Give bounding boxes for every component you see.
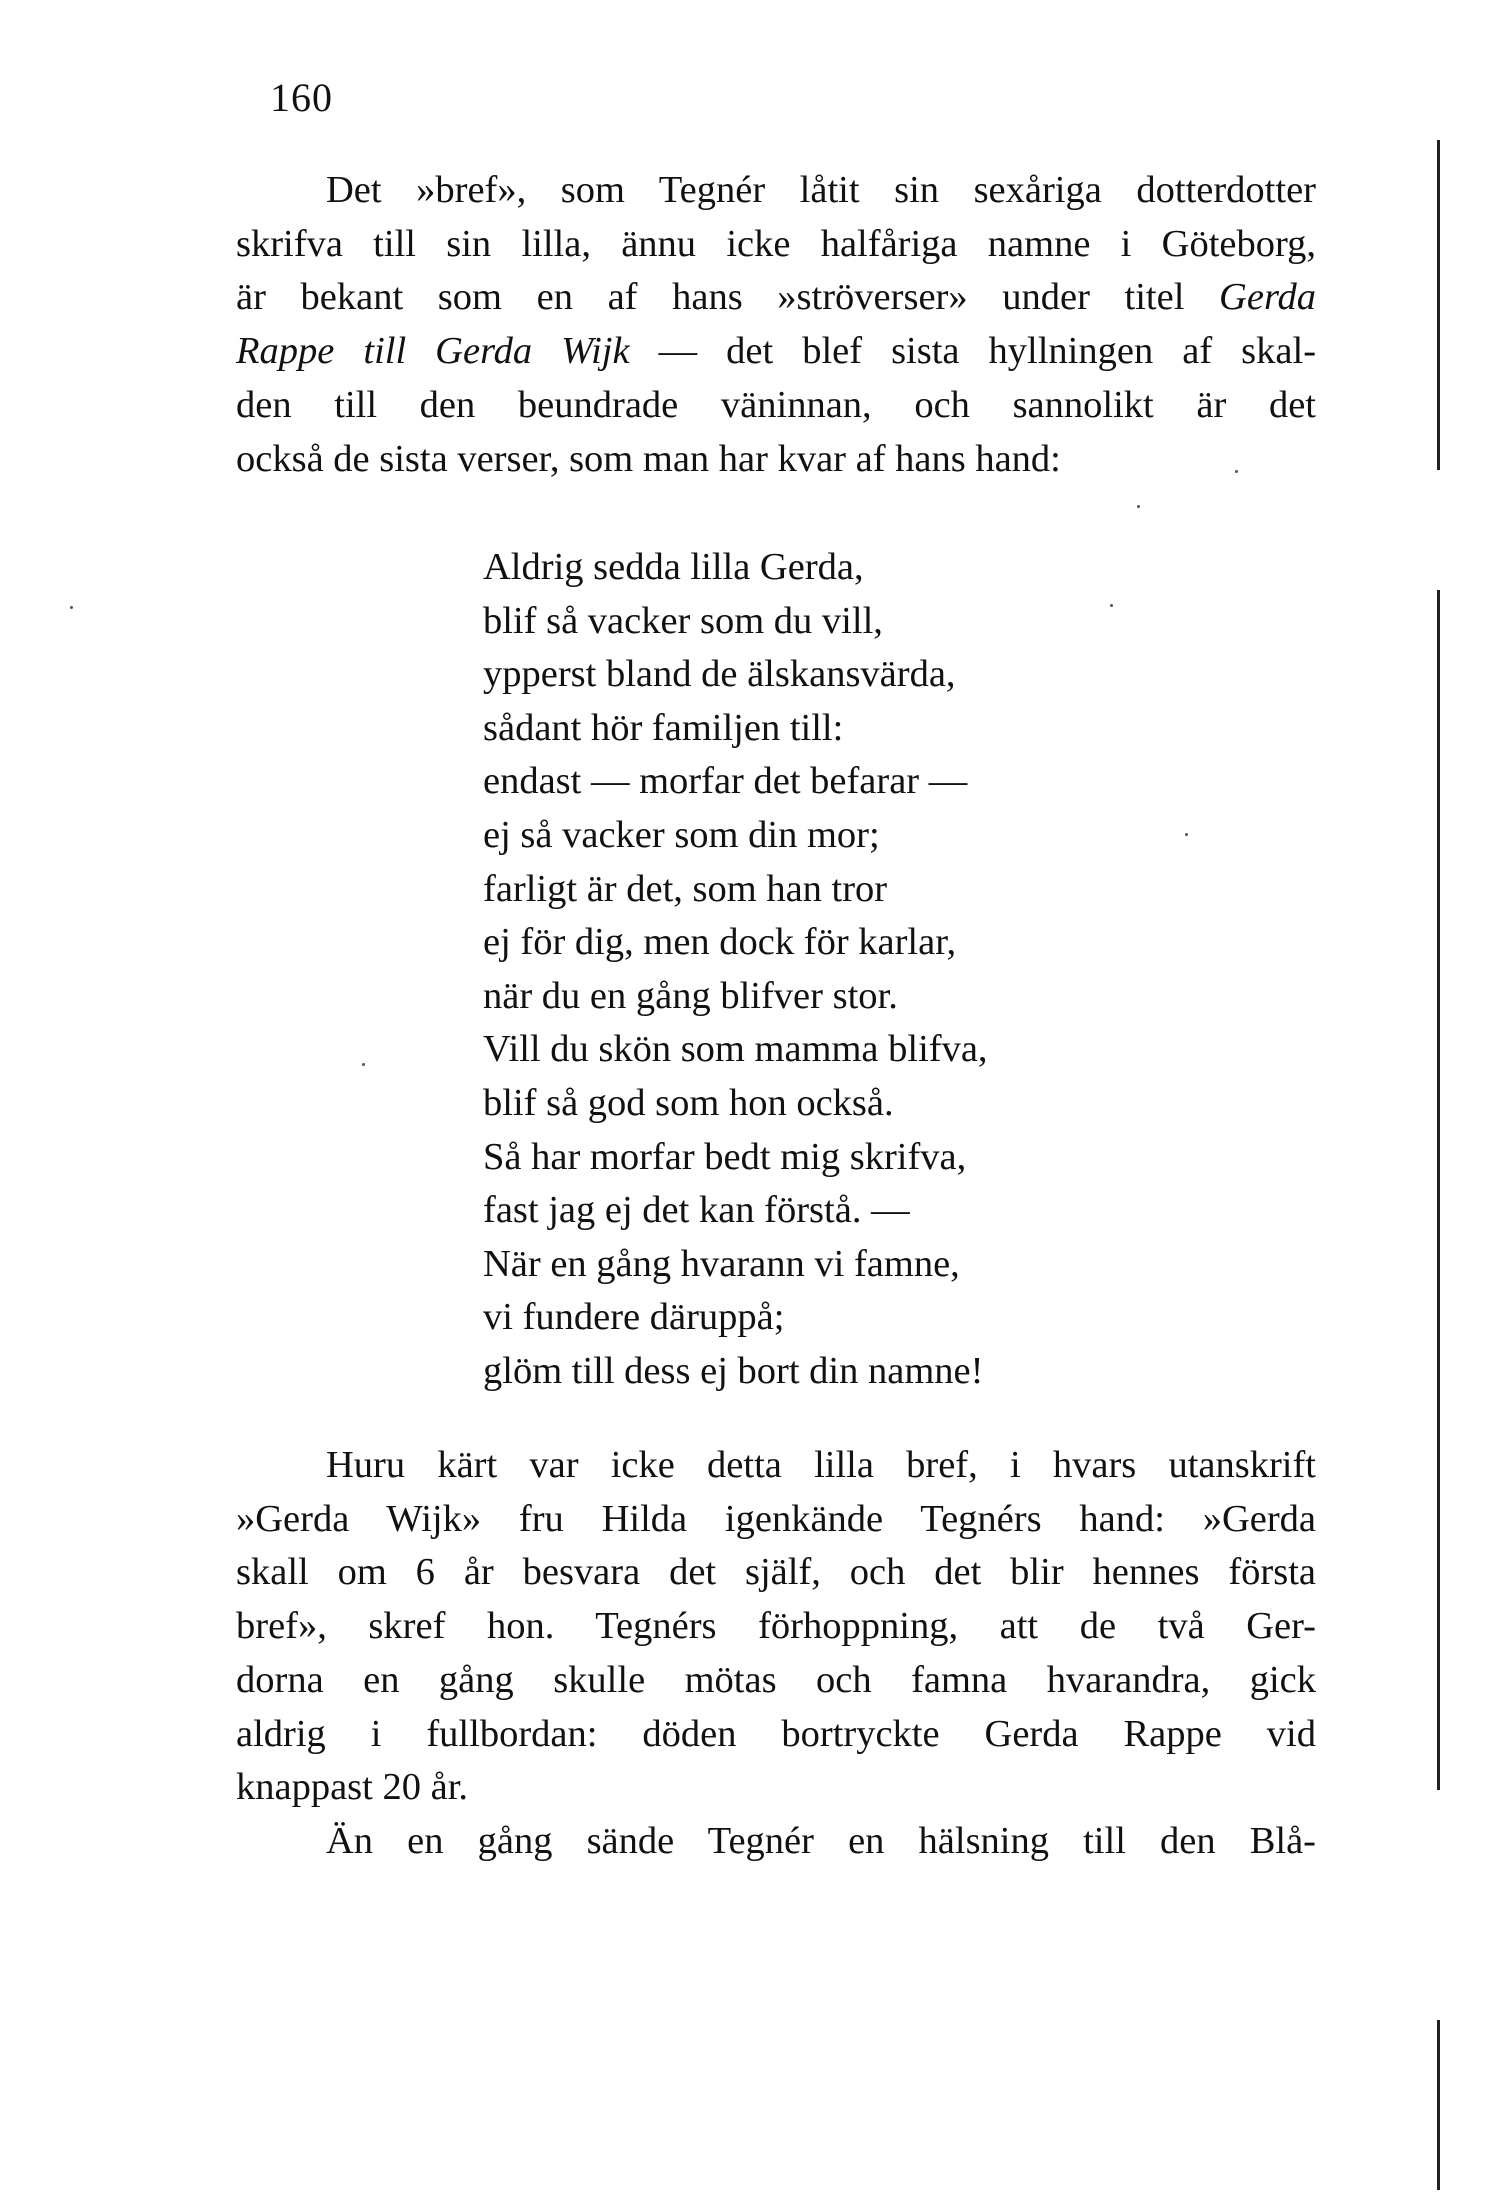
poem-line: farligt är det, som han tror: [483, 867, 888, 910]
poem: [483, 541, 988, 1399]
text-line: Det »bref», som Tegnér låtit sin sexåriga dotterdotter: [326, 169, 1316, 211]
paragraph-letter: [236, 1439, 1316, 1815]
text-segment: är bekant som en af hans »ströverser» under titel: [236, 276, 1220, 319]
text-line: knappast 20 år.: [236, 1766, 469, 1809]
scan-speck: [70, 606, 73, 609]
scan-speck: [1110, 604, 1113, 607]
scan-speck: [1185, 833, 1188, 836]
text-line: Huru kärt var icke detta lilla bref, i hvars utanskrift: [326, 1444, 1316, 1486]
paragraph-intro: [236, 164, 1316, 486]
poem-line: Aldrig sedda lilla Gerda,: [483, 546, 864, 588]
page-number: 160: [270, 75, 333, 120]
text-line: skrifva till sin lilla, ännu icke halfåriga namne i Göteborg,: [236, 222, 1316, 265]
poem-line: ypperst bland de älskansvärda,: [483, 653, 956, 696]
scan-edge-line: [1437, 2020, 1440, 2190]
poem-line: Så har morfar bedt mig skrifva,: [483, 1135, 967, 1178]
text-line: [236, 271, 1316, 325]
poem-line: sådant hör familjen till:: [483, 706, 844, 749]
poem-line: endast — morfar det befarar —: [483, 760, 968, 803]
poem-line: Vill du skön som mamma blifva,: [483, 1028, 988, 1071]
text-line: aldrig i fullbordan: döden bortryckte Gerda Rappe vid: [236, 1712, 1316, 1755]
poem-line: glöm till dess ej bort din namne!: [483, 1349, 984, 1392]
poem-line: fast jag ej det kan förstå. —: [483, 1189, 910, 1232]
text-line: [236, 325, 1316, 379]
poem-line: blif så vacker som du vill,: [483, 599, 883, 642]
poem-line: när du en gång blifver stor.: [483, 974, 898, 1017]
poem-title-part: Gerda: [1219, 276, 1316, 319]
scan-edge-line: [1437, 140, 1440, 470]
text-line: också de sista verser, som man har kvar af hans hand:: [236, 437, 1061, 480]
text-line: skall om 6 år besvara det själf, och det blir hennes första: [236, 1551, 1316, 1594]
scan-speck: [362, 1063, 365, 1066]
poem-title-part: Rappe till Gerda Wijk: [236, 330, 630, 373]
text-line: bref», skref hon. Tegnérs förhoppning, att de två Ger-: [236, 1605, 1316, 1648]
poem-line: vi fundere däruppå;: [483, 1296, 785, 1339]
scan-edge-line: [1437, 590, 1440, 1790]
poem-line: blif så god som hon också.: [483, 1081, 894, 1124]
poem-line: ej för dig, men dock för karlar,: [483, 921, 957, 964]
paragraph-continuation: [236, 1815, 1316, 1869]
text-line: Än en gång sände Tegnér en hälsning till den Blå-: [326, 1820, 1316, 1862]
poem-line: ej så vacker som din mor;: [483, 813, 880, 856]
poem-line: När en gång hvarann vi famne,: [483, 1242, 960, 1285]
scan-speck: [1235, 470, 1238, 473]
text-segment: — det blef sista hyllningen af skal-: [629, 330, 1317, 373]
scan-speck: [1137, 505, 1140, 508]
text-line: dorna en gång skulle mötas och famna hvarandra, gick: [236, 1658, 1316, 1701]
text-line: »Gerda Wijk» fru Hilda igenkände Tegnérs hand: »Gerda: [236, 1497, 1316, 1540]
text-line: den till den beundrade väninnan, och sannolikt är det: [236, 383, 1316, 426]
